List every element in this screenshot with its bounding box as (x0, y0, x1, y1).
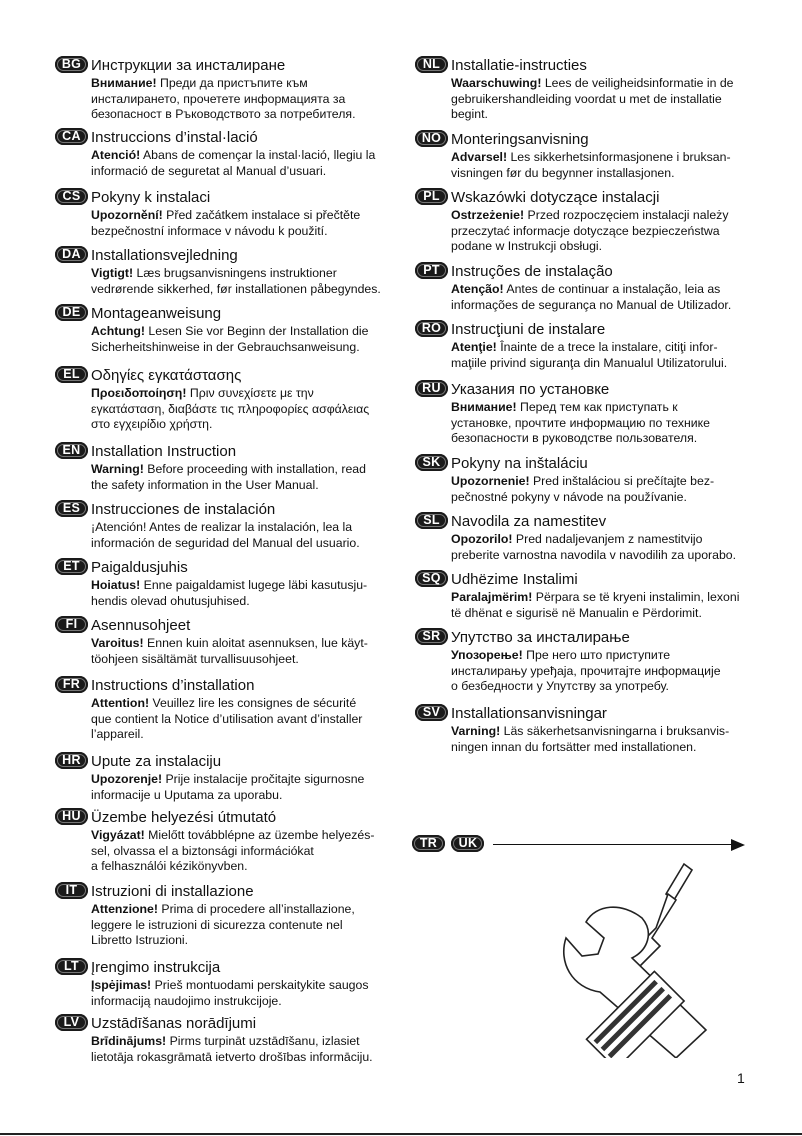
instruction-text-line: Before proceeding with installation, read (143, 462, 366, 476)
language-badge-sk: SK (415, 454, 448, 471)
instruction-text-line: maţiile privind siguranţa din Manualul Utilizatorului. (451, 355, 728, 370)
warning-label: Upozornění! (91, 208, 163, 222)
instruction-title: Istruzioni di installazione (91, 883, 254, 900)
instruction-body (91, 828, 403, 875)
instruction-text-line: Mielőtt továbblépne az üzembe helyezés- (144, 828, 375, 842)
instruction-body (451, 474, 767, 505)
instruction-body (91, 148, 403, 179)
instruction-body (91, 324, 403, 355)
language-badge-fi: FI (55, 616, 88, 633)
instruction-text-line: podane w Instrukcji obsługi. (451, 239, 603, 253)
instruction-body (91, 386, 403, 433)
instruction-text-line: informacije u Uputama za uporabu. (91, 787, 283, 802)
instruction-text-line: ¡Atención! Antes de realizar la instalación, lea la (91, 520, 353, 534)
instruction-text-line: Antes de continuar a instalação, leia as (503, 282, 721, 296)
instruction-body (451, 150, 767, 181)
language-badge-it: IT (55, 882, 88, 899)
instruction-title: Asennusohjeet (91, 617, 191, 634)
instruction-text-line: informació de seguretat al Manual d’usuari. (91, 163, 327, 178)
warning-label: Attenzione! (91, 902, 158, 916)
instruction-title: Paigaldusjuhis (91, 559, 188, 576)
instruction-body (91, 1034, 403, 1065)
instruction-text-line: Pred inštaláciou si prečítajte bez- (529, 474, 715, 488)
instruction-body (451, 590, 767, 621)
instruction-text-line: Les sikkerhetsinformasjonene i bruksan- (507, 150, 731, 164)
instruction-title: Instruções de instalação (451, 263, 613, 280)
instruction-title: Instruccions d’instal·lació (91, 129, 258, 146)
instruction-text-line: στο εγχειρίδιο χρήστη. (91, 417, 213, 431)
instruction-text-line: Lesen Sie vor Beginn der Installation die (144, 324, 369, 338)
warning-label: Vigtigt! (91, 266, 134, 280)
language-badge-lv: LV (55, 1014, 88, 1031)
arrow-right-icon (493, 844, 733, 845)
instruction-text-line: Înainte de a trece la instalare, citiţi infor- (496, 340, 718, 354)
instruction-text-line: Prije instalacije pročitajte sigurnosne (162, 772, 365, 786)
language-badge-ro: RO (415, 320, 448, 337)
warning-label: Upozornenie! (451, 474, 530, 488)
instruction-text-line: Përpara se të kryeni instalimin, lexoni (532, 590, 740, 604)
warning-label: Opozorilo! (451, 532, 513, 546)
instruction-text-line: informações de segurança no Manual de Utilizador. (451, 297, 732, 312)
language-badge-en: EN (55, 442, 88, 459)
warning-label: Внимание! (451, 400, 517, 414)
instruction-body (91, 578, 403, 609)
instruction-title: Montageanweisung (91, 305, 222, 322)
instruction-text-line: Pirms turpināt uzstādīšanu, izlasiet (166, 1034, 360, 1048)
language-badge-sv: SV (415, 704, 448, 721)
instruction-body (91, 266, 403, 297)
instruction-text-line: Pred nadaljevanjem z namestitvijo (512, 532, 703, 546)
instruction-text-line: hendis olevad ohutusjuhised. (91, 593, 250, 608)
instruction-text-line: Πριν συνεχίσετε με την (186, 386, 314, 400)
wrench-screwdriver-icon (556, 858, 756, 1058)
instruction-text-line: Veuillez lire les consignes de sécurité (149, 696, 357, 710)
instruction-body (91, 76, 403, 123)
instruction-text-line: Пре него што приступите (522, 648, 671, 662)
language-badge-sq: SQ (415, 570, 448, 587)
instruction-title: Инструкции за инсталиране (91, 57, 286, 74)
instruction-title: Installatie-instructies (451, 57, 587, 74)
instruction-body (91, 636, 403, 667)
instruction-text-line: Läs säkerhetsanvisningarna i bruksanvis- (500, 724, 730, 738)
instruction-text-line: Перед тем как приступать к (516, 400, 678, 414)
instruction-text-line: sel, olvassa el a biztonsági információkat (91, 843, 314, 858)
warning-label: Vigyázat! (91, 828, 145, 842)
instruction-text-line: Ennen kuin aloitat asennuksen, lue käyt- (143, 636, 368, 650)
instruction-title: Instrucciones de instalación (91, 501, 276, 518)
instruction-text-line: visningen før du begynner installasjonen. (451, 165, 675, 180)
language-badge-pl: PL (415, 188, 448, 205)
warning-label: Attention! (91, 696, 150, 710)
warning-label: Varoitus! (91, 636, 144, 650)
instruction-text-line: безопасност в Ръководството за потребителя. (91, 107, 356, 121)
instruction-title: Monteringsanvisning (451, 131, 589, 148)
warning-label: Упозорење! (451, 648, 523, 662)
warning-label: Hoiatus! (91, 578, 141, 592)
language-badge-da: DA (55, 246, 88, 263)
instruction-text-line: Læs brugsanvisningens instruktioner (133, 266, 337, 280)
instruction-text-line: Před začátkem instalace si přečtěte (162, 208, 361, 222)
warning-label: Внимание! (91, 76, 157, 90)
instruction-text-line: Abans de començar la instal·lació, llegiu la (140, 148, 376, 162)
instruction-body (451, 400, 767, 447)
instruction-text-line: εγκατάσταση, διαβάστε τις πληροφορίες ασφάλειας (91, 401, 370, 416)
language-badge-lt: LT (55, 958, 88, 975)
language-badge-el: EL (55, 366, 88, 383)
instruction-text-line: töohjeen sisältämät turvallisuusohjeet. (91, 651, 299, 666)
language-badge-sr: SR (415, 628, 448, 645)
warning-label: Atenció! (91, 148, 141, 162)
instruction-title: Указания по установке (451, 381, 610, 398)
instruction-title: Udhëzime Instalimi (451, 571, 578, 588)
instruction-title: Įrengimo instrukcija (91, 959, 221, 976)
instruction-text-line: Преди да пристъпите към (156, 76, 308, 90)
instruction-text-line: gebruikershandleiding voordat u met de installatie (451, 91, 722, 106)
instruction-text-line: bezpečnostní informace v návodu k použití. (91, 223, 328, 238)
language-badge-ru: RU (415, 380, 448, 397)
warning-label: Brīdinājums! (91, 1034, 167, 1048)
instruction-title: Upute za instalaciju (91, 753, 222, 770)
language-badge-sl: SL (415, 512, 448, 529)
warning-label: Varning! (451, 724, 501, 738)
instruction-body (91, 978, 403, 1009)
instruction-text-line: установке, прочтите информацию по технике (451, 415, 711, 430)
language-badge-bg: BG (55, 56, 88, 73)
language-badge-hr: HR (55, 752, 88, 769)
instruction-body (91, 462, 403, 493)
instruction-text-line: que contient la Notice d’utilisation avant d’installer (91, 711, 363, 726)
language-badge-uk: UK (451, 835, 484, 852)
language-badge-fr: FR (55, 676, 88, 693)
instruction-title: Pokyny k instalaci (91, 189, 211, 206)
instruction-text-line: инсталирането, прочетете информацията за (91, 91, 346, 106)
warning-label: Waarschuwing! (451, 76, 542, 90)
instruction-text-line: a felhasználói kézikönyvben. (91, 859, 248, 873)
instruction-body (451, 532, 767, 563)
instruction-title: Pokyny na inštaláciu (451, 455, 588, 472)
instruction-text-line: przeczytać informacje dotyczące bezpieczeństwa (451, 223, 720, 238)
warning-label: Ostrzeżenie! (451, 208, 525, 222)
language-badge-es: ES (55, 500, 88, 517)
warning-label: Įspėjimas! (91, 978, 152, 992)
instruction-text-line: vedrørende sikkerhed, før installationen påbegyndes. (91, 281, 381, 296)
instruction-text-line: Lees de veiligheidsinformatie in de (541, 76, 734, 90)
instruction-text-line: Prieš montuodami perskaitykite saugos (151, 978, 369, 992)
instruction-title: Instrucţiuni de instalare (451, 321, 606, 338)
instruction-body (91, 520, 403, 551)
instruction-text-line: Enne paigaldamist lugege läbi kasutusju- (140, 578, 368, 592)
instruction-text-line: leggere le istruzioni di sicurezza contenute nel (91, 917, 343, 932)
instruction-body (91, 696, 403, 743)
instruction-title: Installationsanvisningar (451, 705, 607, 722)
language-badge-pt: PT (415, 262, 448, 279)
warning-label: Achtung! (91, 324, 145, 338)
instruction-body (451, 76, 767, 123)
instruction-text-line: lietotāja rokasgrāmatā ietverto drošības informāciju. (91, 1049, 373, 1064)
instruction-text-line: the safety information in the User Manual. (91, 477, 319, 492)
instruction-text-line: Sicherheitshinweise in der Gebrauchsanweisung. (91, 339, 360, 354)
instruction-body (451, 724, 767, 755)
language-badge-tr: TR (412, 835, 445, 852)
instruction-text-line: о безбедности у Упутству за употребу. (451, 679, 669, 693)
instruction-text-line: të dhënat e sigurisë në Manualin e Përdorimit. (451, 605, 702, 620)
instruction-body (91, 902, 403, 949)
instruction-text-line: безопасности в руководстве пользователя. (451, 431, 698, 445)
instruction-title: Instructions d’installation (91, 677, 255, 694)
instruction-text-line: informaciją naudojimo instrukcijoje. (91, 993, 282, 1008)
language-badge-no: NO (415, 130, 448, 147)
instruction-text-line: begint. (451, 107, 488, 121)
instruction-title: Οδηγίες εγκατάστασης (91, 367, 242, 384)
language-badge-de: DE (55, 304, 88, 321)
instruction-title: Uzstādīšanas norādījumi (91, 1015, 257, 1032)
instruction-text-line: Prima di procedere all’installazione, (157, 902, 355, 916)
warning-label: Advarsel! (451, 150, 508, 164)
instruction-title: Wskazówki dotyczące instalacji (451, 189, 660, 206)
warning-label: Warning! (91, 462, 144, 476)
language-badge-ca: CA (55, 128, 88, 145)
instruction-body (91, 772, 403, 803)
warning-label: Atenţie! (451, 340, 497, 354)
warning-label: Paralajmërim! (451, 590, 533, 604)
warning-label: Atenção! (451, 282, 504, 296)
instruction-text-line: información de seguridad del Manual del usuario. (91, 535, 360, 550)
instruction-body (91, 208, 403, 239)
language-badge-nl: NL (415, 56, 448, 73)
instruction-title: Installation Instruction (91, 443, 237, 460)
instruction-body (451, 340, 767, 371)
instruction-text-line: Libretto Istruzioni. (91, 933, 189, 947)
tr-uk-badges (412, 834, 486, 852)
arrow-head-icon (731, 839, 745, 851)
instruction-text-line: preberite varnostna navodila v navodilih za uporabo. (451, 547, 737, 562)
instruction-text-line: ningen innan du fortsätter med installationen. (451, 739, 697, 754)
page-number: 1 (737, 1070, 745, 1086)
warning-label: Προειδοποίηση! (91, 386, 187, 400)
warning-label: Upozorenje! (91, 772, 163, 786)
instruction-body (451, 208, 767, 255)
instruction-text-line: Przed rozpoczęciem instalacji należy (524, 208, 729, 222)
language-badge-hu: HU (55, 808, 88, 825)
instruction-text-line: l’appareil. (91, 727, 144, 741)
instruction-title: Navodila za namestitev (451, 513, 607, 530)
instruction-body (451, 648, 767, 695)
instruction-text-line: pečnostné pokyny v návode na používanie. (451, 489, 687, 504)
instruction-text-line: инсталирању уређаја, прочитајте информације (451, 663, 721, 678)
instruction-title: Упутство за инсталирање (451, 629, 630, 646)
bottom-rule (0, 1133, 802, 1135)
instruction-title: Installationsvejledning (91, 247, 238, 264)
instruction-body (451, 282, 767, 313)
instruction-title: Üzembe helyezési útmutató (91, 809, 277, 826)
language-badge-et: ET (55, 558, 88, 575)
language-badge-cs: CS (55, 188, 88, 205)
